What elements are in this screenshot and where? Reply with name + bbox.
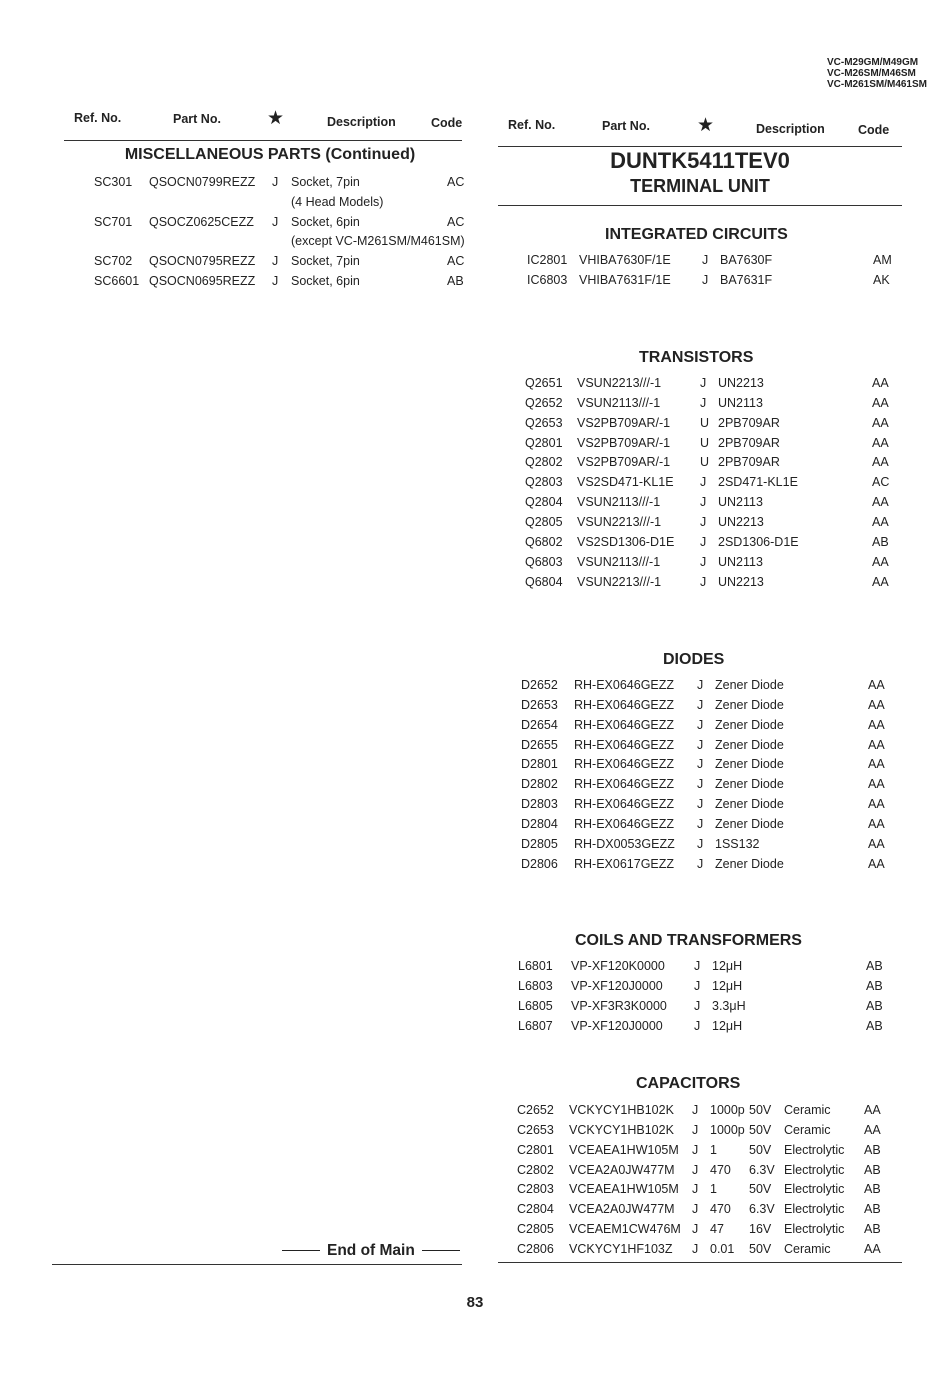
code-cell: AA	[872, 574, 889, 589]
description-cell: Socket, 7pin	[291, 254, 360, 269]
mark-cell: U	[700, 415, 710, 430]
part-no-cell: RH-DX0053GEZZ	[574, 836, 675, 851]
description-cell: Zener Diode	[715, 737, 784, 752]
type-cell: Electrolytic	[784, 1202, 845, 1217]
voltage-cell: 16V	[749, 1222, 772, 1237]
mark-cell: J	[692, 1142, 699, 1157]
mark-cell: J	[272, 175, 279, 189]
type-cell: Ceramic	[784, 1103, 831, 1117]
part-no-header: Part No.	[173, 112, 221, 126]
description-cell: (4 Head Models)	[291, 194, 384, 209]
end-of-main-label: End of Main	[327, 1242, 415, 1259]
part-no-cell: QSOCN0795REZZ	[149, 254, 256, 269]
ref-no-cell: Q2802	[525, 455, 563, 470]
mark-cell: J	[700, 395, 707, 410]
code-cell: AC	[447, 214, 465, 229]
ref-no-cell: D2652	[521, 678, 558, 692]
ic-section-title: INTEGRATED CIRCUITS	[605, 226, 788, 243]
end-of-main	[275, 1242, 467, 1260]
code-cell: AA	[872, 415, 889, 430]
misc-parts-title: MISCELLANEOUS PARTS (Continued)	[124, 146, 416, 163]
model-line: VC-M261SM/M461SM	[826, 79, 927, 90]
ref-no-cell: C2805	[517, 1222, 554, 1237]
model-list	[827, 57, 927, 90]
code-cell: AA	[872, 435, 889, 450]
mark-cell: J	[272, 254, 279, 269]
value-cell: 1000p	[710, 1122, 745, 1137]
code-cell: AA	[868, 797, 885, 812]
dash-rule	[282, 1250, 320, 1251]
mark-cell: J	[694, 998, 701, 1013]
model-line: VC-M29GM/M49GM	[826, 57, 919, 68]
part-no-cell: VP-XF120J0000	[571, 1018, 663, 1033]
code-cell: AB	[864, 1222, 881, 1237]
value-cell: 1	[710, 1142, 717, 1157]
header-rule	[498, 146, 902, 147]
code-cell: AB	[864, 1142, 881, 1157]
ref-no-cell: D2803	[521, 797, 558, 812]
ref-no-cell: Q2652	[525, 395, 563, 410]
part-no-cell: RH-EX0646GEZZ	[574, 797, 675, 812]
voltage-cell: 50V	[749, 1241, 772, 1256]
mark-cell: J	[694, 978, 701, 993]
ref-no-cell: L6807	[518, 1018, 553, 1033]
mark-cell: J	[700, 495, 707, 510]
part-no-cell: VCKYCY1HF103Z	[569, 1241, 673, 1256]
ref-no-cell: D2655	[521, 737, 558, 752]
part-no-cell: VHIBA7631F/1E	[579, 272, 671, 287]
code-cell: AB	[866, 978, 883, 993]
mark-cell: J	[692, 1202, 699, 1217]
ref-no-cell: Q2651	[525, 376, 563, 390]
description-cell: 12μH	[712, 1018, 743, 1033]
mark-cell: J	[692, 1182, 699, 1197]
code-cell: AA	[868, 678, 885, 692]
part-no-cell: RH-EX0646GEZZ	[574, 737, 675, 752]
mark-cell: J	[700, 574, 707, 589]
part-no-cell: VSUN2213///-1	[577, 514, 662, 529]
part-no-cell: RH-EX0617GEZZ	[574, 856, 675, 871]
ref-no-cell: Q6804	[525, 574, 563, 589]
code-cell: AA	[868, 777, 885, 792]
part-no-cell: VSUN2113///-1	[577, 495, 661, 510]
description-cell: Zener Diode	[715, 816, 784, 831]
code-cell: AB	[864, 1182, 881, 1197]
code-header: Code	[431, 116, 463, 130]
description-cell: Zener Diode	[715, 777, 784, 792]
description-cell: (except VC-M261SM/M461SM)	[291, 234, 465, 249]
part-no-cell: VS2PB709AR/-1	[577, 415, 671, 430]
ref-no-cell: D2653	[521, 697, 558, 712]
code-cell: AA	[868, 836, 885, 851]
description-cell: Zener Diode	[715, 797, 784, 812]
mark-cell: J	[692, 1103, 699, 1117]
ref-no-cell: C2652	[517, 1103, 554, 1117]
dash-rule	[422, 1250, 460, 1251]
description-cell: 3.3μH	[712, 998, 746, 1013]
mark-cell: J	[697, 697, 704, 712]
part-no-cell: QSOCN0695REZZ	[149, 274, 256, 288]
ref-no-header: Ref. No.	[74, 111, 122, 125]
diode-section-title: DIODES	[663, 651, 725, 668]
ref-no-cell: SC702	[94, 254, 133, 269]
code-cell: AA	[864, 1241, 881, 1256]
part-no-cell: VS2SD471-KL1E	[577, 475, 674, 490]
ref-no-cell: Q2804	[525, 495, 563, 510]
page-number: 83	[466, 1294, 484, 1311]
value-cell: 0.01	[710, 1241, 735, 1256]
description-cell: UN2213	[718, 514, 764, 529]
voltage-cell: 50V	[749, 1142, 772, 1157]
value-cell: 1000p	[710, 1103, 745, 1117]
part-no-cell: VHIBA7630F/1E	[579, 253, 671, 267]
ref-no-cell: SC6601	[94, 274, 140, 288]
mark-cell: J	[697, 856, 704, 871]
part-no-cell: VS2PB709AR/-1	[577, 435, 671, 450]
mark-cell: J	[697, 797, 704, 812]
type-cell: Electrolytic	[784, 1162, 845, 1177]
code-cell: AA	[872, 495, 889, 510]
mark-cell: U	[700, 455, 710, 470]
mark-cell: J	[697, 816, 704, 831]
mark-cell: J	[697, 757, 704, 772]
mark-cell: J	[700, 475, 707, 490]
ref-no-cell: L6803	[518, 978, 553, 993]
description-cell: UN2213	[718, 376, 764, 390]
mark-cell: J	[694, 959, 701, 973]
value-cell: 470	[710, 1162, 731, 1177]
part-no-cell: RH-EX0646GEZZ	[574, 678, 675, 692]
ref-no-cell: Q2803	[525, 475, 563, 490]
part-no-cell: RH-EX0646GEZZ	[574, 757, 675, 772]
code-cell: AB	[866, 998, 883, 1013]
mark-cell: J	[692, 1162, 699, 1177]
code-header: Code	[858, 123, 890, 137]
type-cell: Electrolytic	[784, 1182, 845, 1197]
part-no-cell: VP-XF3R3K0000	[571, 998, 667, 1013]
part-no-cell: VCKYCY1HB102K	[569, 1122, 674, 1137]
footer-rule	[52, 1264, 462, 1265]
mark-cell: J	[700, 376, 707, 390]
ref-no-cell: D2806	[521, 856, 558, 871]
ref-no-cell: Q6802	[525, 534, 563, 549]
mark-cell: J	[272, 274, 279, 288]
type-cell: Ceramic	[784, 1241, 831, 1256]
ref-no-cell: IC6803	[527, 272, 568, 287]
ref-no-cell: L6805	[518, 998, 553, 1013]
model-line: VC-M26SM/M46SM	[826, 68, 916, 79]
description-cell: BA7630F	[720, 253, 773, 267]
description-cell: 2SD1306-D1E	[718, 534, 799, 549]
description-cell: Socket, 6pin	[291, 274, 360, 288]
code-cell: AB	[866, 1018, 883, 1033]
code-cell: AB	[447, 274, 464, 288]
mark-cell: J	[697, 678, 704, 692]
type-cell: Electrolytic	[784, 1222, 845, 1237]
ref-no-cell: Q2653	[525, 415, 563, 430]
voltage-cell: 50V	[749, 1103, 772, 1117]
ref-no-cell: Q2801	[525, 435, 563, 450]
ref-no-cell: C2801	[517, 1142, 554, 1157]
part-no-cell: VS2PB709AR/-1	[577, 455, 671, 470]
mark-cell: J	[700, 514, 707, 529]
code-cell: AA	[868, 816, 885, 831]
part-no-cell: VCKYCY1HB102K	[569, 1103, 674, 1117]
mark-cell: J	[702, 253, 709, 267]
description-cell: Zener Diode	[715, 757, 784, 772]
description-cell: Socket, 6pin	[291, 214, 360, 229]
coil-section-title: COILS AND TRANSFORMERS	[575, 932, 802, 949]
mark-cell: J	[702, 272, 709, 287]
part-no-cell: QSOCZ0625CEZZ	[149, 214, 254, 229]
code-cell: AA	[868, 757, 885, 772]
description-cell: 2PB709AR	[718, 415, 780, 430]
mark-cell: J	[692, 1122, 699, 1137]
part-no-cell: RH-EX0646GEZZ	[574, 777, 675, 792]
code-cell: AA	[872, 376, 889, 390]
value-cell: 1	[710, 1182, 717, 1197]
code-cell: AA	[868, 717, 885, 732]
ref-no-cell: Q6803	[525, 554, 563, 569]
voltage-cell: 50V	[749, 1122, 772, 1137]
part-no-cell: VS2SD1306-D1E	[577, 534, 675, 549]
code-cell: AC	[447, 254, 465, 269]
code-cell: AA	[868, 697, 885, 712]
mark-cell: J	[700, 534, 707, 549]
star-icon: ★	[697, 115, 715, 136]
code-cell: AM	[873, 253, 892, 267]
part-no-cell: VSUN2113///-1	[577, 554, 661, 569]
description-cell: BA7631F	[720, 272, 773, 287]
description-cell: UN2113	[718, 554, 763, 569]
part-no-cell: RH-EX0646GEZZ	[574, 816, 675, 831]
part-no-header: Part No.	[602, 119, 650, 133]
part-no-cell: VSUN2113///-1	[577, 395, 661, 410]
code-cell: AB	[866, 959, 883, 973]
description-cell: UN2113	[718, 495, 763, 510]
code-cell: AC	[447, 175, 465, 189]
voltage-cell: 6.3V	[749, 1162, 775, 1177]
part-no-cell: VSUN2213///-1	[577, 376, 662, 390]
part-no-cell: VCEA2A0JW477M	[569, 1202, 675, 1217]
code-cell: AB	[864, 1162, 881, 1177]
description-cell: Zener Diode	[715, 697, 784, 712]
description-cell: 2PB709AR	[718, 455, 780, 470]
mark-cell: J	[272, 214, 279, 229]
star-icon: ★	[267, 108, 285, 129]
ref-no-cell: C2802	[517, 1162, 554, 1177]
code-cell: AB	[872, 534, 889, 549]
part-no-cell: VCEA2A0JW477M	[569, 1162, 675, 1177]
header-rule	[64, 140, 462, 141]
ref-no-cell: D2802	[521, 777, 558, 792]
unit-rule	[498, 205, 902, 206]
mark-cell: J	[694, 1018, 701, 1033]
type-cell: Electrolytic	[784, 1142, 845, 1157]
description-cell: UN2113	[718, 395, 763, 410]
part-no-cell: RH-EX0646GEZZ	[574, 717, 675, 732]
description-cell: 12μH	[712, 978, 743, 993]
ref-no-cell: C2803	[517, 1182, 554, 1197]
part-no-cell: VSUN2213///-1	[577, 574, 662, 589]
part-no-cell: VCEAEA1HW105M	[569, 1142, 679, 1157]
ref-no-cell: D2801	[521, 757, 558, 772]
description-cell: Socket, 7pin	[291, 175, 360, 189]
value-cell: 470	[710, 1202, 731, 1217]
description-cell: Zener Diode	[715, 678, 784, 692]
mark-cell: J	[692, 1222, 699, 1237]
ref-no-cell: D2805	[521, 836, 558, 851]
code-cell: AC	[872, 475, 890, 490]
unit-code: DUNTK5411TEV0	[610, 148, 790, 173]
ref-no-cell: SC701	[94, 214, 133, 229]
ref-no-cell: IC2801	[527, 253, 568, 267]
code-cell: AK	[873, 272, 890, 287]
footer-rule	[498, 1262, 902, 1263]
code-cell: AA	[872, 554, 889, 569]
ref-no-cell: D2654	[521, 717, 558, 732]
code-cell: AA	[868, 856, 885, 871]
mark-cell: J	[700, 554, 707, 569]
unit-name: TERMINAL UNIT	[630, 176, 770, 196]
ref-no-cell: L6801	[518, 959, 553, 973]
description-cell: UN2213	[718, 574, 764, 589]
part-no-cell: RH-EX0646GEZZ	[574, 697, 675, 712]
description-cell: 2PB709AR	[718, 435, 780, 450]
code-cell: AB	[864, 1202, 881, 1217]
type-cell: Ceramic	[784, 1122, 831, 1137]
mark-cell: J	[697, 737, 704, 752]
code-cell: AA	[864, 1122, 881, 1137]
capacitor-section-title: CAPACITORS	[636, 1075, 741, 1092]
part-no-cell: VP-XF120J0000	[571, 978, 663, 993]
description-cell: 1SS132	[715, 836, 760, 851]
description-cell: Zener Diode	[715, 856, 784, 871]
code-cell: AA	[864, 1103, 881, 1117]
description-header: Description	[756, 122, 825, 136]
part-no-cell: VCEAEA1HW105M	[569, 1182, 679, 1197]
description-cell: 2SD471-KL1E	[718, 475, 798, 490]
mark-cell: J	[697, 836, 704, 851]
mark-cell: J	[697, 777, 704, 792]
voltage-cell: 6.3V	[749, 1202, 775, 1217]
code-cell: AA	[872, 514, 889, 529]
mark-cell: J	[697, 717, 704, 732]
description-cell: 12μH	[712, 959, 743, 973]
ref-no-cell: SC301	[94, 175, 133, 189]
voltage-cell: 50V	[749, 1182, 772, 1197]
description-header: Description	[327, 115, 396, 129]
code-cell: AA	[872, 395, 889, 410]
ref-no-cell: C2804	[517, 1202, 554, 1217]
ref-no-cell: C2653	[517, 1122, 554, 1137]
mark-cell: J	[692, 1241, 699, 1256]
part-no-cell: QSOCN0799REZZ	[149, 175, 256, 189]
value-cell: 47	[710, 1222, 724, 1237]
transistor-section-title: TRANSISTORS	[639, 349, 754, 366]
part-no-cell: VP-XF120K0000	[571, 959, 665, 973]
part-no-cell: VCEAEM1CW476M	[569, 1222, 681, 1237]
ref-no-cell: Q2805	[525, 514, 563, 529]
description-cell: Zener Diode	[715, 717, 784, 732]
mark-cell: U	[700, 435, 710, 450]
ref-no-cell: D2804	[521, 816, 558, 831]
ref-no-header: Ref. No.	[508, 118, 556, 132]
ref-no-cell: C2806	[517, 1241, 554, 1256]
code-cell: AA	[872, 455, 889, 470]
code-cell: AA	[868, 737, 885, 752]
